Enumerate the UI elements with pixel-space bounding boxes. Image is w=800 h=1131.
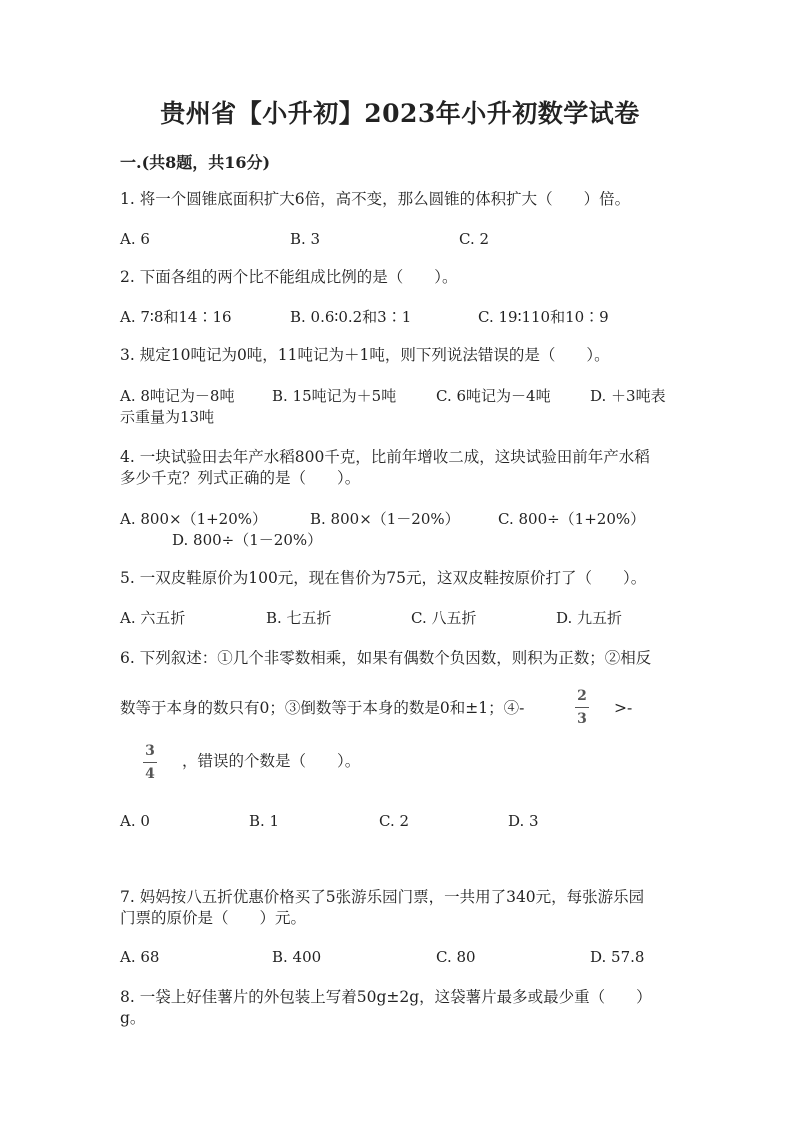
question-3-option-d: D. ＋3吨表	[590, 387, 666, 405]
question-8-text-line-1: 8. 一袋上好佳薯片的外包装上写着50g±2g，这袋薯片最多或最少重（ ）	[120, 988, 652, 1006]
question-6-text-line-3: ，错误的个数是（ ）。	[182, 752, 361, 770]
fraction-bar	[143, 762, 157, 763]
question-7-text-line-1: 7. 妈妈按八五折优惠价格买了5张游乐园门票，一共用了340元，每张游乐园	[120, 888, 645, 906]
fraction-bar	[575, 707, 589, 708]
question-3-text: 3. 规定10吨记为0吨，11吨记为＋1吨，则下列说法错误的是（ ）。	[120, 346, 610, 364]
question-3-option-b: B. 15吨记为＋5吨	[272, 387, 397, 405]
question-3-option-d-continued: 示重量为13吨	[120, 408, 215, 426]
question-1-option-b: B. 3	[290, 230, 321, 248]
question-6-text-line-2: 数等于本身的数只有0；③倒数等于本身的数是0和±1；④-	[120, 699, 525, 717]
question-5-text: 5. 一双皮鞋原价为100元，现在售价为75元，这双皮鞋按原价打了（ ）。	[120, 569, 647, 587]
question-3-option-c: C. 6吨记为－4吨	[436, 387, 551, 405]
question-5-option-d: D. 九五折	[556, 609, 623, 627]
fraction-numerator: 3	[145, 743, 155, 759]
question-2-text: 2. 下面各组的两个比不能组成比例的是（ ）。	[120, 268, 458, 286]
question-3-option-a: A. 8吨记为－8吨	[120, 387, 235, 405]
question-5-option-b: B. 七五折	[266, 609, 332, 627]
question-5-option-c: C. 八五折	[411, 609, 477, 627]
question-4-text-line-2: 多少千克？列式正确的是（ ）。	[120, 469, 361, 487]
question-7-text-line-2: 门票的原价是（ ）元。	[120, 909, 307, 927]
question-6-option-d: D. 3	[508, 812, 539, 830]
question-4-option-c: C. 800÷（1+20%）	[498, 510, 646, 528]
fraction-denominator: 4	[145, 766, 155, 782]
question-2-option-c: C. 19∶110和10∶9	[478, 308, 609, 326]
question-1-text: 1. 将一个圆锥底面积扩大6倍，高不变，那么圆锥的体积扩大（ ）倍。	[120, 190, 631, 208]
question-4-option-b: B. 800×（1－20%）	[310, 510, 460, 528]
question-1-option-a: A. 6	[120, 230, 150, 248]
question-6-comparison-sign: >-	[614, 699, 633, 717]
question-7-option-b: B. 400	[272, 948, 322, 966]
question-6-option-a: A. 0	[120, 812, 150, 830]
question-6-option-c: C. 2	[379, 812, 410, 830]
question-4-option-d: D. 800÷（1－20%）	[172, 531, 323, 549]
question-7-option-a: A. 68	[120, 948, 160, 966]
question-2-option-a: A. 7∶8和14∶16	[120, 308, 232, 326]
question-2-option-b: B. 0.6∶0.2和3∶1	[290, 308, 412, 326]
fraction-denominator: 3	[577, 711, 587, 727]
page-title: 贵州省【小升初】2023年小升初数学试卷	[160, 99, 640, 128]
question-6-option-b: B. 1	[249, 812, 280, 830]
question-4-text-line-1: 4. 一块试验田去年产水稻800千克，比前年增收二成，这块试验田前年产水稻	[120, 448, 650, 466]
question-4-option-a: A. 800×（1+20%）	[120, 510, 268, 528]
question-8-text-line-2: g。	[120, 1009, 146, 1027]
fraction-three-quarters	[142, 743, 158, 782]
question-1-option-c: C. 2	[459, 230, 490, 248]
fraction-numerator: 2	[577, 688, 587, 704]
question-6-text-line-1: 6. 下列叙述：①几个非零数相乘，如果有偶数个负因数，则积为正数；②相反	[120, 649, 652, 667]
fraction-two-thirds	[574, 688, 590, 727]
section-heading: 一.(共8题，共16分)	[120, 153, 271, 172]
question-7-option-c: C. 80	[436, 948, 476, 966]
question-7-option-d: D. 57.8	[590, 948, 645, 966]
question-5-option-a: A. 六五折	[120, 609, 186, 627]
